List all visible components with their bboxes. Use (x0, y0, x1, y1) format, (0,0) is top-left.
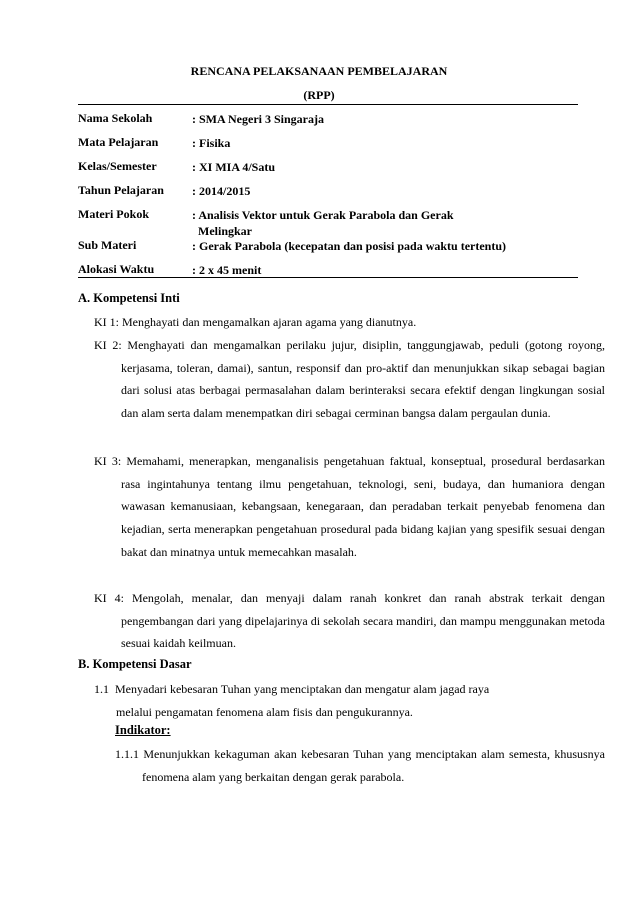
info-value-continuation: Melingkar (198, 224, 252, 238)
info-value: : 2014/2015 (192, 184, 251, 198)
document-subtitle: (RPP) (303, 88, 335, 102)
indikator-label: Indikator: (115, 723, 171, 737)
ki-1: KI 1: Menghayati dan mengamalkan ajaran agama yang dianutnya. (94, 315, 417, 329)
info-value: : Gerak Parabola (kecepatan dan posisi pada waktu tertentu) (192, 239, 507, 253)
bottom-rule (78, 277, 578, 278)
ki-2: KI 2: Menghayati dan mengamalkan perilaku jujur, disiplin, tanggungjawab, peduli (gotong royong, kerjasama, toleran, damai), santun, responsif dan pro-aktif dan menunjukkan sikap sebagai bagian dari solusi atas berbagai permasalahan dalam berinteraksi secara efektif dengan lingkungan sosial dan alam serta dalam menempatkan diri sebagai cerminan bangsa dalam pergaulan dunia. (94, 338, 605, 421)
info-value: : XI MIA 4/Satu (192, 160, 276, 174)
info-label: Sub Materi (78, 238, 137, 252)
info-label: Kelas/Semester (78, 159, 157, 173)
info-value: : Fisika (192, 136, 231, 150)
kd-1-1 (94, 678, 578, 723)
top-rule (78, 104, 578, 105)
section-a-heading: A. Kompetensi Inti (78, 291, 180, 305)
info-value: : Analisis Vektor untuk Gerak Parabola dan Gerak (192, 208, 454, 222)
info-value: : 2 x 45 menit (192, 263, 262, 277)
info-label: Alokasi Waktu (78, 262, 155, 276)
info-label: Tahun Pelajaran (78, 183, 164, 197)
info-label: Materi Pokok (78, 207, 149, 221)
document-title: RENCANA PELAKSANAAN PEMBELAJARAN (190, 64, 448, 78)
section-b-heading: B. Kompetensi Dasar (78, 657, 192, 671)
info-label: Nama Sekolah (78, 111, 153, 125)
indikator-1-1-1: 1.1.1 Menunjukkan kekaguman akan kebesaran Tuhan yang menciptakan alam semesta, khususnya fenomena alam yang berkaitan dengan gerak parabola. (115, 747, 605, 784)
kd-line-2: melalui pengamatan fenomena alam fisis dan pengukurannya. (116, 704, 413, 719)
kd-line-1: Menyadari kebesaran Tuhan yang menciptakan dan mengatur alam jagad raya (115, 682, 490, 696)
ki-3: KI 3: Memahami, menerapkan, menganalisis pengetahuan faktual, konseptual, prosedural berdasarkan rasa ingintahunya tentang ilmu pengetahuan, teknologi, seni, budaya, dan humaniora dengan wawasan kemanusiaan, kebangsaan, kenegaraan, dan peradaban terkait penyebab fenomena dan kejadian, serta menerapkan pengetahuan prosedural pada bidang kajian yang spesifik sesuai dengan bakat dan minatnya untuk memecahkan masalah. (94, 454, 605, 559)
info-label: Mata Pelajaran (78, 135, 159, 149)
info-value: : SMA Negeri 3 Singaraja (192, 112, 324, 126)
kd-number: 1.1 (94, 682, 109, 696)
ki-4: KI 4: Mengolah, menalar, dan menyaji dalam ranah konkret dan ranah abstrak terkait dengan pengembangan dari yang dipelajarinya di sekolah secara mandiri, dan mampu menggunakan metoda sesuai kaidah keilmuan. (94, 591, 605, 651)
